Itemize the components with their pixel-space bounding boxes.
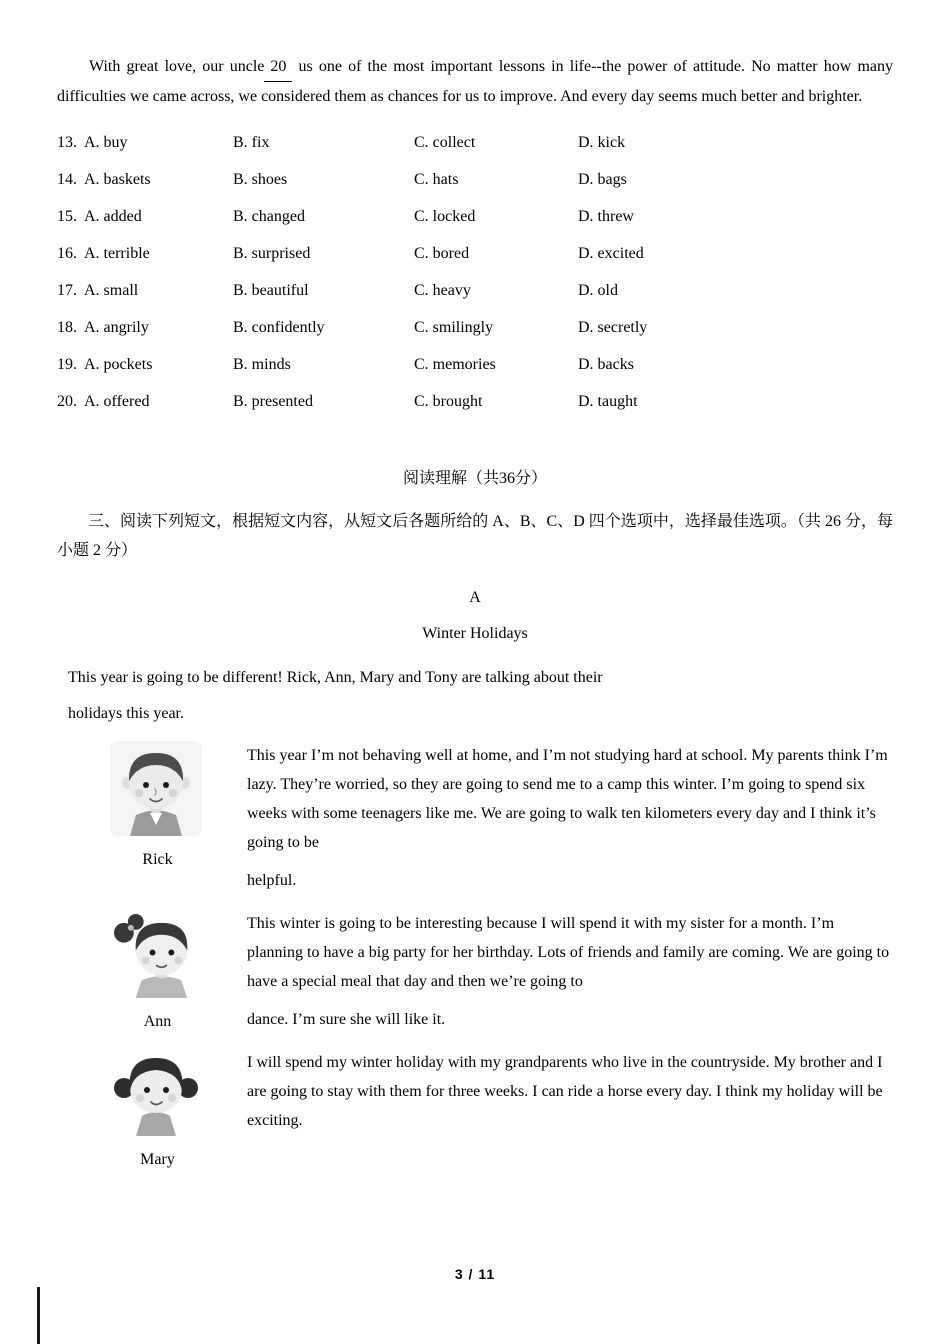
question-14-option-b: B. shoes (233, 170, 288, 188)
ann-text-column (247, 909, 893, 1034)
question-17-option-d: D. old (578, 281, 618, 299)
question-row-15 (57, 198, 893, 235)
speaker-block-rick (57, 741, 893, 895)
speaker-block-mary (57, 1048, 893, 1169)
passage-intro: This year is going to be different! Rick, Ann, Mary and Tony are talking about their holidays this year. (68, 669, 603, 722)
page-edge-artifact (37, 1287, 40, 1344)
speaker-name-ann: Ann (143, 1013, 172, 1030)
question-18-option-b: B. confidently (233, 318, 325, 336)
reading-section-heading: 阅读理解（共36分） (402, 470, 547, 487)
speaker-name-mary: Mary (140, 1151, 175, 1168)
question-14-number: 14. (57, 170, 77, 188)
question-row-14 (57, 161, 893, 198)
speakers-table (57, 741, 893, 1169)
mary-avatar-column (57, 1048, 247, 1169)
rick-avatar-column (57, 741, 247, 869)
question-13-number: 13. (57, 133, 77, 151)
question-20-option-c: C. brought (414, 392, 483, 410)
question-row-17 (57, 272, 893, 309)
question-14-option-c: C. hats (414, 170, 459, 188)
question-18-option-c: C. smilingly (414, 318, 494, 336)
question-16-option-d: D. excited (578, 244, 644, 262)
passage-letter: A (469, 589, 481, 606)
question-16-option-b: B. surprised (233, 244, 311, 262)
question-18-number: 18. (57, 318, 77, 336)
question-17-option-b: B. beautiful (233, 281, 309, 299)
passage-title: Winter Holidays (422, 625, 528, 642)
rick-paragraph: This year I’m not behaving well at home, and I’m not studying hard at school. My parents think I’m lazy. They’re worried, so they are going to send me to a camp this winter. I’m going to spend six weeks with some teenagers like me. We are going to walk ten kilometers every day and I think it’s going to be (247, 747, 888, 851)
question-row-20 (57, 383, 893, 420)
mary-paragraph: I will spend my winter holiday with my grandparents who live in the countryside. My brother and I are going to stay with them for three weeks. I can ride a horse every day. I think my holiday will be exciting. (247, 1054, 883, 1129)
cloze-text-before: With great love, our uncle (89, 58, 265, 75)
page-number-indicator: 3 / 11 (454, 1266, 496, 1282)
question-19-option-b: B. minds (233, 355, 291, 373)
speaker-block-ann (57, 909, 893, 1034)
question-19-option-a: 19. A. pockets (57, 355, 153, 373)
rick-text-column (247, 741, 893, 895)
question-16-number: 16. (57, 244, 77, 262)
question-15-option-c: C. locked (414, 207, 476, 225)
cloze-blank-20: 20 (264, 52, 292, 82)
question-row-19 (57, 346, 893, 383)
question-15-number: 15. (57, 207, 77, 225)
question-18-option-d: D. secretly (578, 318, 648, 336)
question-13-option-b: B. fix (233, 133, 270, 151)
question-20-number: 20. (57, 392, 77, 410)
question-18-option-a: 18. A. angrily (57, 318, 149, 336)
ann-paragraph: This winter is going to be interesting because I will spend it with my sister for a month. I’m planning to have a big party for her birthday. Lots of friends and family are coming. We are going to have a special meal that day and then we’re going to (247, 915, 890, 990)
question-20-option-a: 20. A. offered (57, 392, 150, 410)
boy-avatar-icon (110, 741, 205, 836)
question-20-option-d: D. taught (578, 392, 638, 410)
question-17-option-a: 17. A. small (57, 281, 139, 299)
question-19-option-d: D. backs (578, 355, 634, 373)
question-13-option-a: 13. A. buy (57, 133, 128, 151)
cloze-text-after: us one of the most important lessons in life--the power of attitude. No matter how many difficulties we came across, we considered them as chances for us to improve. And every day seems much better and brighter. (57, 58, 893, 105)
question-14-option-d: D. bags (578, 170, 627, 188)
question-15-option-b: B. changed (233, 207, 305, 225)
question-row-18 (57, 309, 893, 346)
question-20-option-b: B. presented (233, 392, 313, 410)
cloze-paragraph (57, 52, 893, 111)
ann-avatar-column (57, 909, 247, 1031)
question-17-number: 17. (57, 281, 77, 299)
question-15-option-d: D. threw (578, 207, 634, 225)
question-16-option-c: C. bored (414, 244, 470, 262)
question-19-option-c: C. memories (414, 355, 496, 373)
question-19-number: 19. (57, 355, 77, 373)
question-13-option-d: D. kick (578, 133, 626, 151)
question-14-option-a: 14. A. baskets (57, 170, 151, 188)
mary-text-column (247, 1048, 893, 1135)
ann-paragraph-continuation: dance. I’m sure she will like it. (247, 1011, 446, 1028)
reading-section-instructions: 三、阅读下列短文，根据短文内容，从短文后各题所给的 A、B、C、D 四个选项中，选择最佳选项。（共 26 分，每小题 2 分） (57, 513, 893, 559)
question-16-option-a: 16. A. terrible (57, 244, 150, 262)
girl-ponytail-avatar-icon (110, 909, 205, 998)
rick-paragraph-continuation: helpful. (247, 872, 297, 889)
cloze-options-list (57, 124, 893, 420)
question-row-16 (57, 235, 893, 272)
girl-buns-avatar-icon (110, 1048, 205, 1136)
question-13-option-c: C. collect (414, 133, 476, 151)
question-row-13 (57, 124, 893, 161)
speaker-name-rick: Rick (142, 851, 173, 868)
question-15-option-a: 15. A. added (57, 207, 142, 225)
question-17-option-c: C. heavy (414, 281, 471, 299)
